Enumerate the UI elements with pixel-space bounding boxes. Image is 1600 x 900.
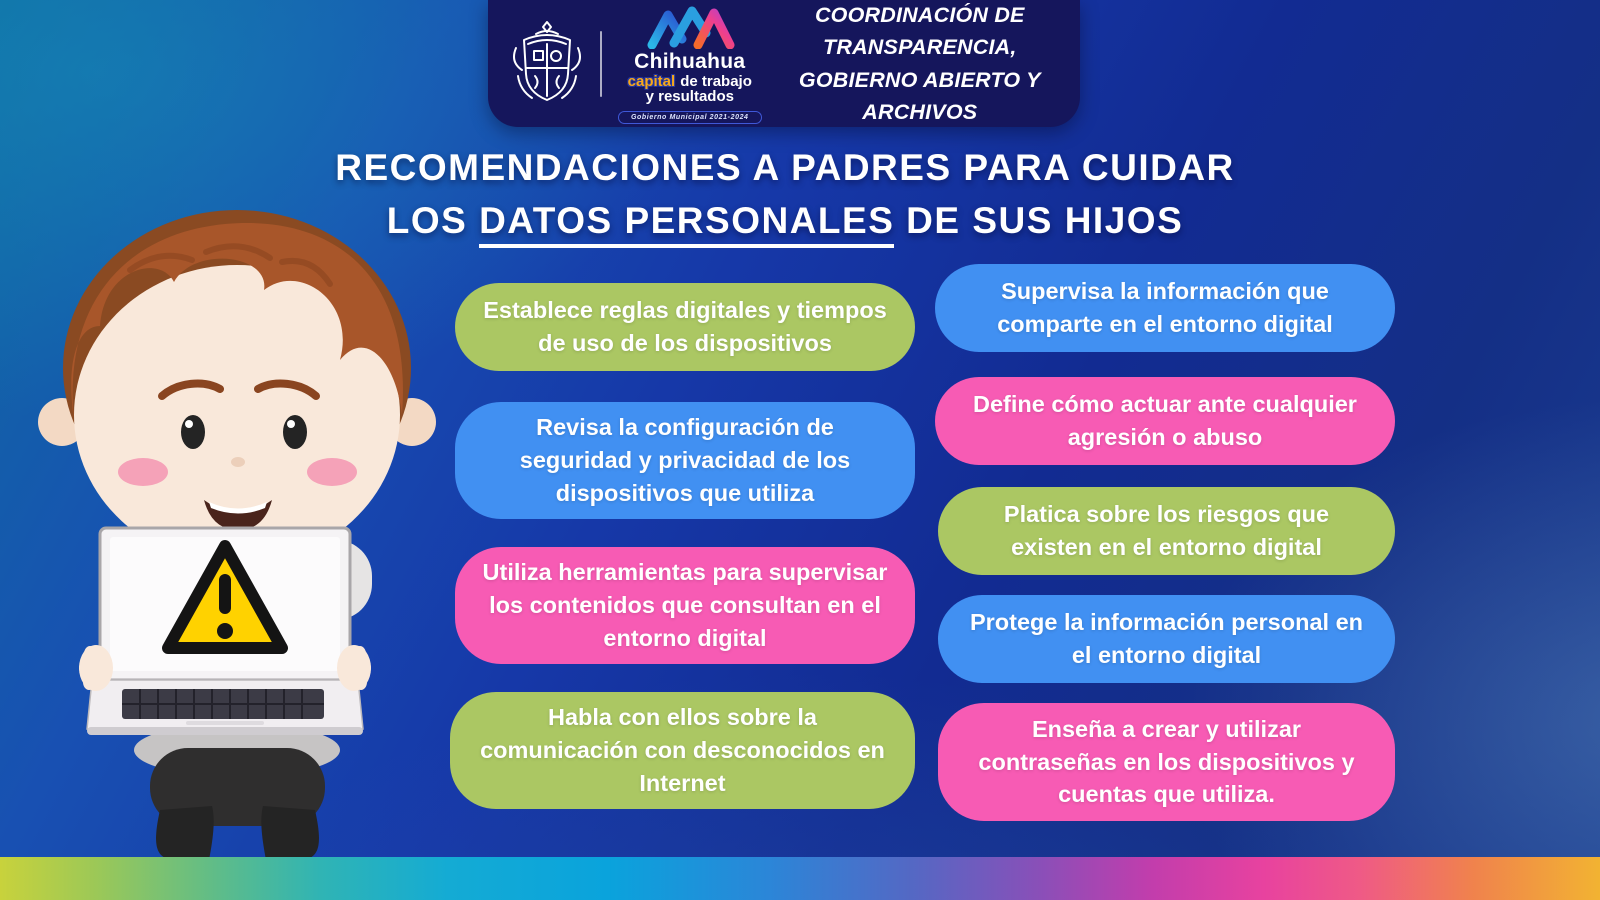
logo-capital-word: capital: [627, 72, 676, 90]
pill-text: Protege la información personal en el entorno digital: [969, 609, 1364, 668]
header-card: [488, 0, 1080, 127]
recommendation-pill: [938, 703, 1395, 821]
rainbow-footer-strip: [0, 857, 1600, 900]
boy-character-illustration: [10, 210, 440, 860]
pill-text: Enseña a crear y utilizar contraseñas en los dispositivos y cuentas que utiliza.: [978, 715, 1355, 808]
pill-text: Habla con ellos sobre la comunicación con desconocidos en Internet: [480, 704, 885, 796]
chihuahua-logo: [618, 3, 762, 125]
coat-of-arms-icon: [510, 18, 584, 110]
recommendation-pill: [450, 692, 915, 809]
recommendation-pill: [935, 264, 1395, 352]
recommendation-pill: [938, 595, 1395, 683]
underlined-datos-personales: DATOS PERSONALES: [479, 200, 894, 248]
pill-text: Utiliza herramientas para supervisar los contenidos que consultan en el entorno digital: [482, 559, 888, 651]
laptop: [87, 528, 363, 735]
recommendation-pill: [455, 402, 915, 519]
pill-text: Revisa la configuración de seguridad y privacidad de los dispositivos que utiliza: [519, 414, 851, 506]
org-title-line1: COORDINACIÓN DE TRANSPARENCIA,: [814, 3, 1025, 60]
logo-government-badge: Gobierno Municipal 2021-2024: [618, 111, 762, 124]
pill-text: Platica sobre los riesgos que existen en el entorno digital: [1003, 501, 1330, 560]
page-title-line1: RECOMENDACIONES A PADRES PARA CUIDAR: [335, 147, 1235, 188]
pill-text: Supervisa la información que comparte en el entorno digital: [997, 278, 1333, 337]
recommendation-pill: [455, 547, 915, 664]
recommendation-pill: [938, 487, 1395, 575]
mountain-m-mark-icon: [644, 3, 736, 49]
logo-city-name: Chihuahua: [634, 49, 746, 73]
recommendation-pill: [455, 283, 915, 371]
logo-tagline-rest: de trabajo: [680, 72, 752, 90]
page-title-line2: LOS DATOS PERSONALES DE SUS HIJOS: [0, 194, 1570, 247]
org-title-line2: GOBIERNO ABIERTO Y ARCHIVOS: [798, 67, 1041, 124]
header-divider: [600, 31, 602, 97]
pill-text: Establece reglas digitales y tiempos de uso de los dispositivos: [483, 297, 887, 356]
pill-text: Define cómo actuar ante cualquier agresión o abuso: [973, 391, 1357, 450]
recommendation-pill: [935, 377, 1395, 465]
logo-tagline-line2: y resultados: [645, 88, 734, 106]
org-title: [778, 0, 1062, 128]
